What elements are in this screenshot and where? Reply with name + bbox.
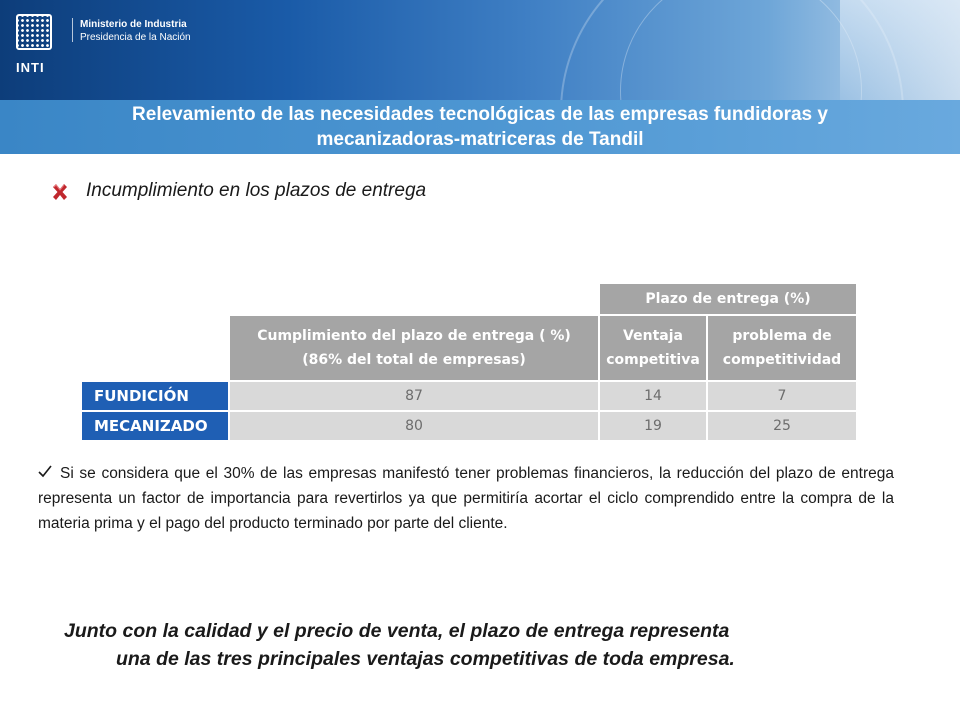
table-cell: 80 [230,412,598,440]
table-empty-cell [82,284,228,314]
table-cell: 7 [708,382,856,410]
decorative-arc [620,0,862,100]
col-header-line: Ventaja [623,328,683,344]
col-header-line: (86% del total de empresas) [302,352,526,368]
ministry-label [80,18,191,44]
table-cell: 14 [600,382,706,410]
finance-paragraph [38,461,894,536]
table-row [82,382,856,410]
table-empty-cell [230,284,598,314]
ministry-line1: Ministerio de Industria [80,19,187,30]
decorative-background-image [840,0,960,100]
conclusion-line2: una de las tres principales ventajas competitivas de toda empresa. [116,648,735,670]
col-header-problema [708,316,856,380]
conclusion-text [40,617,920,673]
row-label-fundicion: FUNDICIÓN [82,382,228,410]
col-header-ventaja [600,316,706,380]
inti-logo [16,14,64,88]
col-header-cumplimiento [230,316,598,380]
col-header-line: competitividad [722,352,842,368]
table-row [82,412,856,440]
bullet-text: Incumplimiento en los plazos de entrega [86,180,427,201]
col-header-line: problema de [732,328,832,344]
paragraph-text: Si se considera que el 30% de las empresas manifestó tener problemas financieros, la reducción del plazo de entrega representa un factor de importancia para revertirlos ya que permitiría acortar el ciclo comprendido entre la compra de la materia prima y el pago del producto terminado por parte del cliente. [38,465,894,532]
logo-divider [72,18,73,42]
slide-title-line1: Relevamiento de las necesidades tecnológicas de las empresas fundidoras y [132,104,828,125]
row-label-mecanizado: MECANIZADO [82,412,228,440]
col-header-line: competitiva [606,352,700,368]
conclusion-line1: Junto con la calidad y el precio de venta, el plazo de entrega representa [64,620,730,642]
slide-title-line2: mecanizadoras-matriceras de Tandil [316,129,644,150]
table-cell: 25 [708,412,856,440]
group-header: Plazo de entrega (%) [600,284,856,314]
table-empty-cell [82,316,228,380]
slide-title [0,100,960,154]
logo-text: INTI [16,60,45,75]
delivery-table [80,282,858,442]
table-cell: 87 [230,382,598,410]
inti-logo-icon [16,14,52,50]
checkmark-icon [38,461,60,486]
col-header-line: Cumplimiento del plazo de entrega ( %) [257,328,571,344]
header-banner [0,0,960,100]
table-cell: 19 [600,412,706,440]
ministry-line2: Presidencia de la Nación [80,32,191,43]
red-x-icon [50,182,70,202]
